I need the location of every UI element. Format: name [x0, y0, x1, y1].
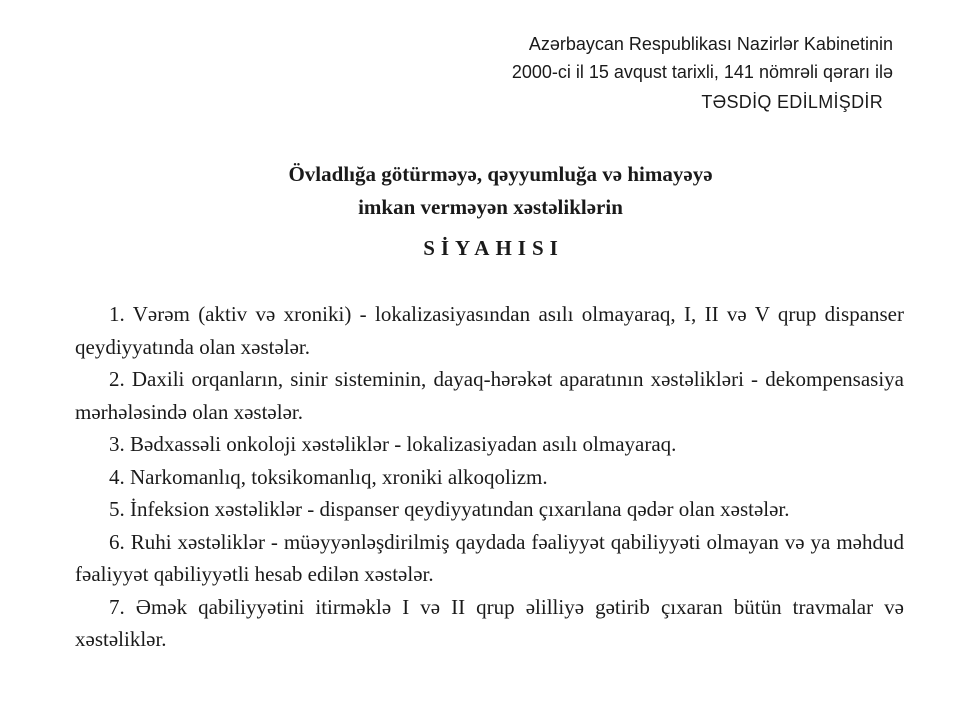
title-line-1: Övladlığa götürməyə, qəyyumluğa və himayəyə — [288, 162, 713, 186]
list-item-3: 3. Bədxassəli onkoloji xəstəliklər - lokalizasiyadan asılı olmayaraq. — [109, 432, 677, 456]
list-item-6: 6. Ruhi xəstəliklər - müəyyənləşdirilmiş qaydada fəaliyyət qabiliyyəti olmayan və ya məhdud fəaliyyət qabiliyyətli hesab edilən xəstələr. — [75, 529, 904, 586]
approval-block — [473, 30, 893, 116]
list-item-7: 7. Əmək qabiliyyətini itirməklə I və II qrup əlilliyə gətirib çıxaran bütün travmalar və xəstəliklər. — [75, 594, 904, 651]
list-heading: SİYAHISI — [423, 236, 564, 260]
title-line-2: imkan verməyən xəstəliklərin — [358, 195, 623, 219]
list-item-1: 1. Vərəm (aktiv və xroniki) - lokalizasiyasından asılı olmayaraq, I, II və V qrup dispanser qeydiyyatında olan xəstələr. — [75, 302, 904, 359]
list-item-2: 2. Daxili orqanların, sinir sisteminin, dayaq-hərəkət aparatının xəstəlikləri - dekompensasiya mərhələsində olan xəstələr. — [75, 367, 904, 424]
list-item-5: 5. İnfeksion xəstəliklər - dispanser qeydiyyatından çıxarılana qədər olan xəstələr. — [109, 497, 790, 521]
document-title — [0, 158, 959, 261]
list-item-4: 4. Narkomanlıq, toksikomanlıq, xroniki alkoqolizm. — [109, 464, 548, 489]
approval-line-1: Azərbaycan Respublikası Nazirlər Kabinetinin — [528, 34, 893, 54]
approval-stamp: TƏSDİQ EDİLMİŞDİR — [701, 92, 883, 112]
disease-list — [75, 298, 904, 656]
approval-line-2: 2000-ci il 15 avqust tarixli, 141 nömrəli qərarı ilə — [511, 62, 893, 82]
